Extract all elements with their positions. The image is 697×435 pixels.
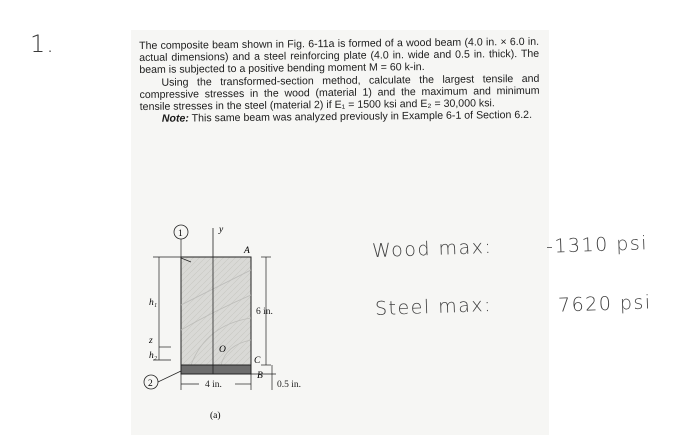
z-axis-label: z [149, 336, 153, 346]
steel-max-label: Steel max: [374, 293, 493, 321]
material-2-label: 2 [148, 379, 153, 389]
width-dim-label: 4 in. [205, 380, 222, 390]
figure-caption: (a) [210, 411, 221, 421]
y-axis-label: y [219, 225, 224, 235]
point-a-label: A [244, 246, 250, 256]
problem-statement [139, 36, 540, 126]
steel-max-value: 7620 psi [557, 291, 652, 317]
problem-paragraph-1: The composite beam shown in Fig. 6-11a is formed of a wood beam (4.0 in. × 6.0 in. actual dimensions) and a steel reinforcing plate (4.0 in. wide and 0.5 in. thick). The beam is subjected to a positive bending moment M = 60 k-in. [139, 35, 540, 77]
material-1-label: 1 [178, 229, 183, 239]
note-text: This same beam was analyzed previously in Example 6-1 of Section 6.2. [188, 109, 533, 125]
steel-plate [181, 365, 251, 374]
beam-cross-section-figure [131, 200, 321, 430]
height-dim-label: 6 in. [256, 307, 273, 317]
plate-dim-label: 0.5 in. [277, 380, 302, 390]
point-c-label: C [254, 356, 261, 366]
problem-number: 1. [30, 30, 55, 58]
wood-beam [181, 257, 251, 365]
h-dimensions [153, 257, 181, 360]
wood-max-label: Wood max: [371, 235, 493, 263]
h1-label: h₁ [149, 298, 158, 308]
note-label: Note: [161, 112, 189, 125]
plate-dimension [251, 365, 276, 390]
wood-max-value: -1310 psi [545, 232, 649, 258]
problem-paragraph-2: Using the transformed-section method, calculate the largest tensile and compressive stresses in the wood (material 1) and the maximum and minimum tensile stresses in the steel (material 2) if E₁ = 1500 ksi and E₂ = 30,000 ksi. [139, 72, 540, 114]
material-2-leader [158, 371, 181, 382]
origin-label: O [219, 345, 226, 355]
point-b-label: B [257, 371, 263, 381]
h2-label: h₂ [149, 351, 158, 361]
